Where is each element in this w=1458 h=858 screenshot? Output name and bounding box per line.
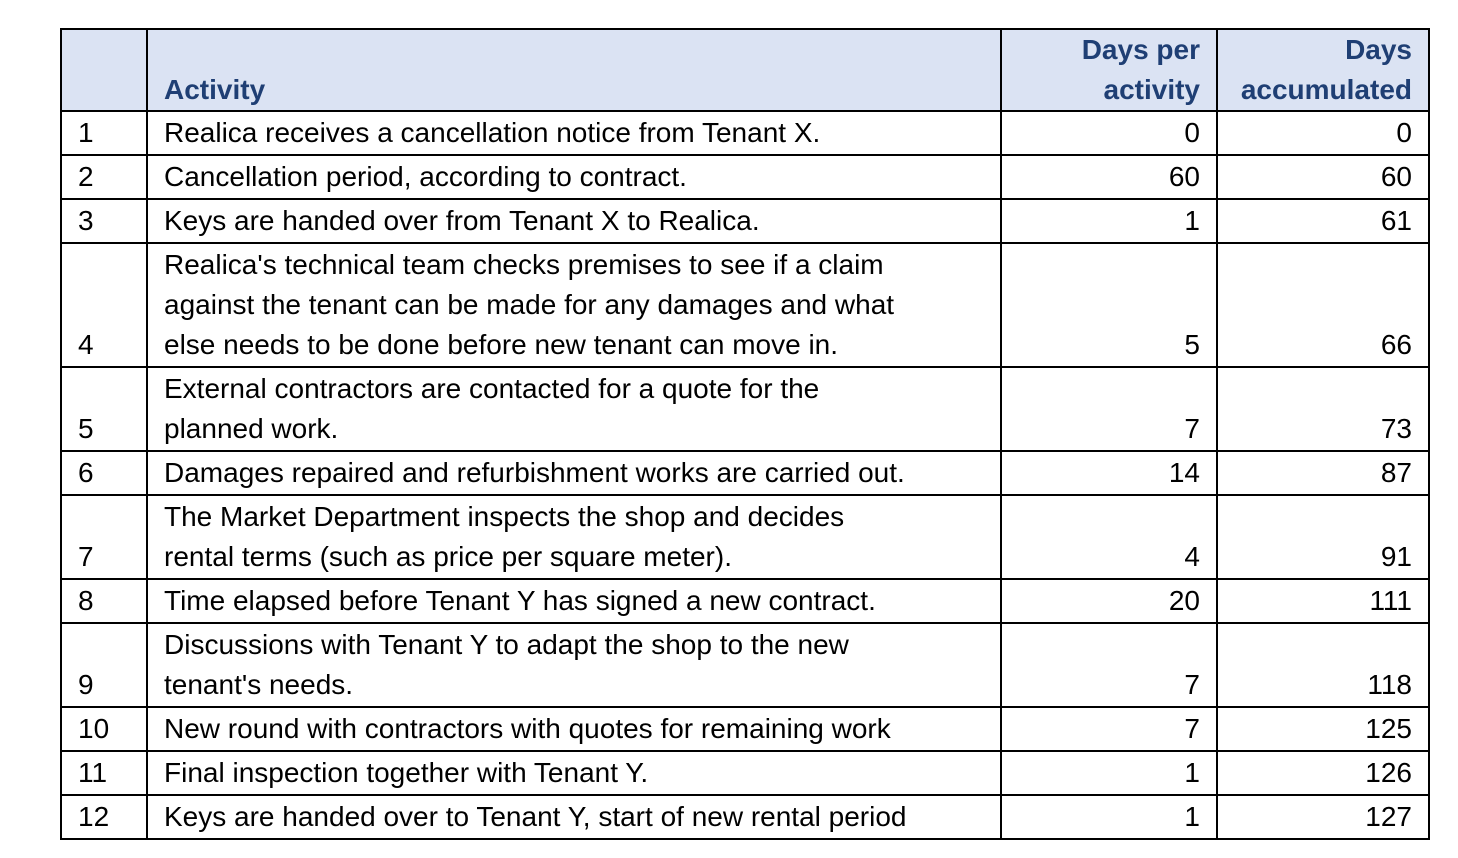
activity-cell: New round with contractors with quotes for remaining work: [147, 707, 1001, 751]
days-accumulated-cell: 111: [1217, 579, 1429, 623]
days-accumulated-cell: 66: [1217, 243, 1429, 367]
days-per-activity-cell: 7: [1001, 623, 1217, 707]
activity-cell: Realica's technical team checks premises to see if a claim against the tenant can be made for any damages and what else needs to be done before new tenant can move in.: [147, 243, 1001, 367]
days-per-activity-cell: 5: [1001, 243, 1217, 367]
header-days-accumulated: [1217, 29, 1429, 111]
row-number: 10: [61, 707, 147, 751]
activity-cell: Keys are handed over to Tenant Y, start of new rental period: [147, 795, 1001, 839]
activity-cell: External contractors are contacted for a quote for the planned work.: [147, 367, 1001, 451]
table-row: [61, 367, 1429, 451]
table-row: [61, 199, 1429, 243]
header-number: [61, 29, 147, 111]
days-per-activity-cell: 1: [1001, 751, 1217, 795]
row-number: 3: [61, 199, 147, 243]
row-number: 8: [61, 579, 147, 623]
activity-cell: Realica receives a cancellation notice from Tenant X.: [147, 111, 1001, 155]
activity-cell: Final inspection together with Tenant Y.: [147, 751, 1001, 795]
days-per-activity-cell: 14: [1001, 451, 1217, 495]
days-per-activity-cell: 1: [1001, 795, 1217, 839]
days-per-activity-cell: 60: [1001, 155, 1217, 199]
activity-cell: The Market Department inspects the shop and decides rental terms (such as price per square meter).: [147, 495, 1001, 579]
days-per-activity-cell: 1: [1001, 199, 1217, 243]
activity-cell: Discussions with Tenant Y to adapt the shop to the new tenant's needs.: [147, 623, 1001, 707]
row-number: 9: [61, 623, 147, 707]
table-row: [61, 243, 1429, 367]
table-row: [61, 751, 1429, 795]
header-days-accumulated-label: Days accumulated: [1240, 34, 1412, 105]
table-row: [61, 111, 1429, 155]
activity-cell: Time elapsed before Tenant Y has signed a new contract.: [147, 579, 1001, 623]
days-accumulated-cell: 118: [1217, 623, 1429, 707]
header-row: [61, 29, 1429, 111]
days-accumulated-cell: 91: [1217, 495, 1429, 579]
header-days-per-activity-label: Days per activity: [1081, 34, 1200, 105]
activity-table: [60, 28, 1430, 840]
activity-cell: Cancellation period, according to contract.: [147, 155, 1001, 199]
days-per-activity-cell: 20: [1001, 579, 1217, 623]
days-accumulated-cell: 125: [1217, 707, 1429, 751]
activity-cell: Keys are handed over from Tenant X to Realica.: [147, 199, 1001, 243]
table-row: [61, 707, 1429, 751]
days-accumulated-cell: 126: [1217, 751, 1429, 795]
table-row: [61, 795, 1429, 839]
days-per-activity-cell: 7: [1001, 707, 1217, 751]
days-accumulated-cell: 60: [1217, 155, 1429, 199]
days-accumulated-cell: 127: [1217, 795, 1429, 839]
days-per-activity-cell: 7: [1001, 367, 1217, 451]
row-number: 2: [61, 155, 147, 199]
days-accumulated-cell: 61: [1217, 199, 1429, 243]
table-row: [61, 155, 1429, 199]
row-number: 12: [61, 795, 147, 839]
row-number: 4: [61, 243, 147, 367]
table-row: [61, 495, 1429, 579]
row-number: 6: [61, 451, 147, 495]
days-accumulated-cell: 0: [1217, 111, 1429, 155]
row-number: 11: [61, 751, 147, 795]
days-per-activity-cell: 4: [1001, 495, 1217, 579]
table-row: [61, 579, 1429, 623]
header-activity: Activity: [147, 29, 1001, 111]
row-number: 7: [61, 495, 147, 579]
days-accumulated-cell: 73: [1217, 367, 1429, 451]
row-number: 1: [61, 111, 147, 155]
days-per-activity-cell: 0: [1001, 111, 1217, 155]
header-days-per-activity: [1001, 29, 1217, 111]
activity-cell: Damages repaired and refurbishment works are carried out.: [147, 451, 1001, 495]
table-row: [61, 451, 1429, 495]
row-number: 5: [61, 367, 147, 451]
table-row: [61, 623, 1429, 707]
days-accumulated-cell: 87: [1217, 451, 1429, 495]
